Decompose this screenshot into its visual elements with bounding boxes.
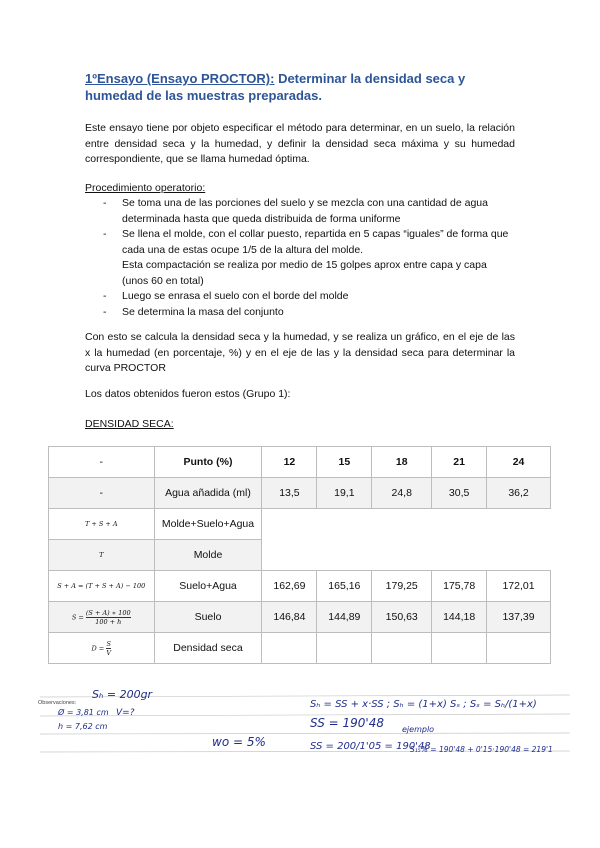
- table-cell: 144,89: [317, 602, 372, 633]
- table-cell: [262, 633, 317, 664]
- table-cell: 36,2: [487, 478, 551, 509]
- table-cell: 19,1: [317, 478, 372, 509]
- table-row: [49, 633, 551, 664]
- table-cell: Densidad seca: [154, 633, 262, 664]
- list-item: [100, 227, 515, 289]
- table-cell: 146,84: [262, 602, 317, 633]
- table-cell: Suelo: [154, 602, 262, 633]
- formula-cell: [49, 633, 155, 664]
- table-cell: 144,18: [432, 602, 487, 633]
- table-cell: 24,8: [372, 478, 432, 509]
- table-cell: [372, 633, 432, 664]
- formula-cell: S + A = (T + S + A) − 100: [49, 571, 155, 602]
- data-intro: Los datos obtenidos fueron estos (Grupo 1):: [85, 388, 291, 400]
- hw-diameter: Ø = 3,81 cm: [58, 708, 109, 717]
- formula-lhs: D =: [91, 644, 105, 652]
- hw-ejemplo: ejemplo: [402, 725, 435, 734]
- page-title: [85, 70, 525, 104]
- hw-formula-3: SS = 200/1'05 = 190'48: [310, 741, 431, 752]
- formula-numerator: (S + A) ∗ 100: [85, 608, 131, 617]
- hw-formula-2: SS = 190'48: [310, 716, 384, 730]
- density-table: [48, 446, 551, 664]
- table-cell: 137,39: [487, 602, 551, 633]
- list-item: - Luego se enrasa el suelo con el borde del molde: [100, 289, 515, 305]
- table-cell: 21: [432, 447, 487, 478]
- formula-lhs: S =: [71, 613, 84, 621]
- list-item: - Se toma una de las porciones del suelo y se mezcla con una cantidad de agua determinada hasta que queda distribuida de forma uniforme: [100, 196, 515, 227]
- rule-line: [40, 733, 570, 734]
- table-cell: 18: [372, 447, 432, 478]
- handwritten-notes: [30, 682, 590, 764]
- list-item: - Se determina la masa del conjunto: [100, 305, 515, 321]
- table-cell: -: [49, 447, 155, 478]
- hw-formula-4: S₁₅% = 190'48 + 0'15·190'48 = 219'1: [410, 745, 553, 754]
- hw-wo: wo = 5%: [212, 735, 266, 749]
- hw-height: h = 7,62 cm: [58, 722, 108, 731]
- table-cell: 175,78: [432, 571, 487, 602]
- empty-cell: [262, 509, 551, 571]
- table-cell: [432, 633, 487, 664]
- table-cell: 179,25: [372, 571, 432, 602]
- table-cell: Molde: [154, 540, 262, 571]
- table-cell: Molde+Suelo+Agua: [154, 509, 262, 540]
- procedure-heading: Procedimiento operatorio:: [85, 182, 206, 194]
- table-cell: 165,16: [317, 571, 372, 602]
- table-cell: Suelo+Agua: [154, 571, 262, 602]
- table-row: [49, 602, 551, 633]
- hw-volume: V=?: [116, 708, 135, 718]
- table-row: [49, 478, 551, 509]
- table-cell: Punto (%): [154, 447, 262, 478]
- table-cell: 30,5: [432, 478, 487, 509]
- table-cell: 150,63: [372, 602, 432, 633]
- formula-denominator: 100 + h: [95, 617, 122, 626]
- hw-formula-1: Sₕ = SS + x·SS ; Sₕ = (1+x) Sₛ ; Sₛ = Sₕ/(1+x): [310, 699, 537, 710]
- formula-cell: T + S + A: [49, 509, 155, 540]
- list-item-text: Se llena el molde, con el collar puesto, repartida en 5 capas “iguales” de forma que cada una de estas ocupe 1/5 de la altura del molde.: [122, 228, 509, 256]
- formula-denominator: V: [106, 648, 112, 657]
- table-cell: 24: [487, 447, 551, 478]
- table-cell: 13,5: [262, 478, 317, 509]
- procedure-list: [100, 196, 515, 320]
- table-header-row: [49, 447, 551, 478]
- title-text: Determinar la densidad seca y humedad de las muestras preparadas.: [85, 71, 466, 103]
- hw-sh: Sₕ = 200gr: [92, 688, 153, 701]
- table-cell: 172,01: [487, 571, 551, 602]
- formula-cell: T: [49, 540, 155, 571]
- title-label: 1ºEnsayo (Ensayo PROCTOR):: [85, 71, 275, 86]
- intro-paragraph: Este ensayo tiene por objeto especificar el método para determinar, en un suelo, la relación entre densidad seca y la humedad, y definir la densidad seca máxima y su humedad correspondiente, que se llama humedad óptima.: [85, 122, 515, 165]
- conclusion-paragraph: Con esto se calcula la densidad seca y la humedad, y se realiza un gráfico, en el eje de las x la humedad (en porcentaje, %) y en el eje de las y la densidad seca para determinar la curva PROCTOR: [85, 331, 515, 374]
- table-cell: 162,69: [262, 571, 317, 602]
- table-cell: [487, 633, 551, 664]
- table-row: [49, 509, 551, 540]
- table-cell: [317, 633, 372, 664]
- formula-cell: [49, 602, 155, 633]
- formula-fraction: [86, 609, 131, 626]
- table-cell: Agua añadida (ml): [154, 478, 262, 509]
- density-heading: DENSIDAD SECA:: [85, 418, 174, 430]
- table-cell: 12: [262, 447, 317, 478]
- formula-fraction: [106, 640, 111, 657]
- formula-numerator: S: [106, 639, 111, 648]
- table-row: [49, 571, 551, 602]
- table-cell: 15: [317, 447, 372, 478]
- list-item-subtext: Esta compactación se realiza por medio de 15 golpes aprox entre capa y capa (unos 60 en total): [122, 259, 487, 287]
- obs-label: Observaciones:: [38, 700, 77, 706]
- table-cell: -: [49, 478, 155, 509]
